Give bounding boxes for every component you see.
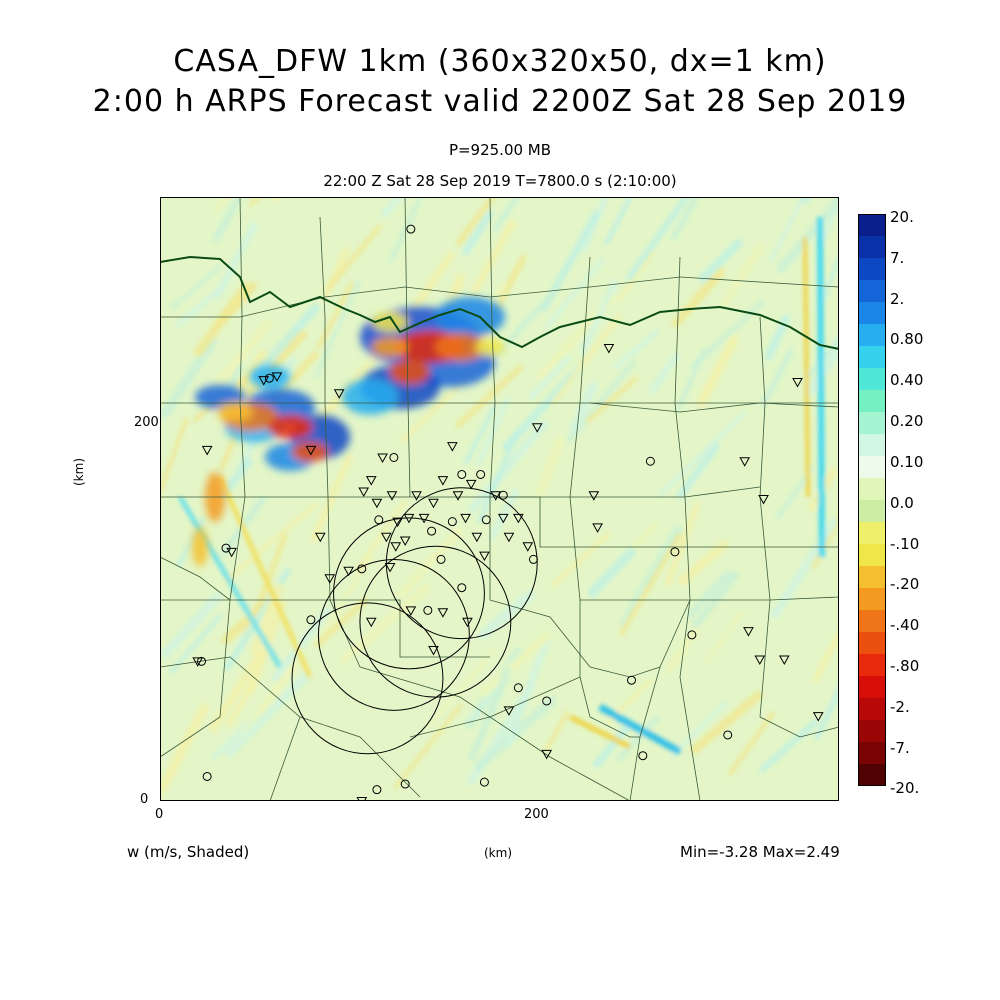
forecast-map: [160, 197, 839, 801]
pressure-level-label: P=925.00 MB: [448, 141, 552, 159]
colorbar-swatch: [858, 588, 886, 611]
colorbar-label: -2.: [890, 697, 910, 716]
storm-cell: [372, 337, 408, 357]
y-axis-unit: (km): [72, 457, 86, 486]
colorbar-label: 7.: [890, 248, 905, 267]
colorbar-swatch: [858, 522, 886, 545]
colorbar-label: -.20: [890, 575, 920, 594]
storm-cell: [475, 338, 505, 356]
valid-time-label: 22:00 Z Sat 28 Sep 2019 T=7800.0 s (2:10:00): [323, 172, 677, 190]
colorbar-label: 0.0: [890, 493, 914, 512]
colorbar-swatch: [858, 500, 886, 523]
colorbar-swatch: [858, 346, 886, 369]
colorbar-swatch: [858, 434, 886, 457]
colorbar-label: 0.80: [890, 330, 924, 349]
colorbar-swatch: [858, 610, 886, 633]
colorbar-swatch: [858, 764, 886, 786]
colorbar-swatch: [858, 698, 886, 721]
colorbar-label: -.40: [890, 616, 920, 635]
colorbar-label: 2.: [890, 289, 905, 308]
colorbar-swatch: [858, 324, 886, 347]
colorbar-swatch: [858, 390, 886, 413]
colorbar-label: 0.40: [890, 371, 924, 390]
plot-title-line2: 2:00 h ARPS Forecast valid 2200Z Sat 28 Sep 2019: [92, 84, 908, 119]
colorbar-swatch: [858, 632, 886, 655]
storm-cell: [192, 527, 208, 567]
colorbar-label: -7.: [890, 738, 910, 757]
storm-cell: [342, 379, 398, 415]
x-tick-200: 200: [524, 807, 549, 822]
x-tick-0: 0: [155, 807, 164, 822]
colorbar-label: -.80: [890, 656, 920, 675]
colorbar-label: 0.10: [890, 452, 924, 471]
colorbar-swatch: [858, 720, 886, 743]
colorbar-label: 0.20: [890, 412, 924, 431]
colorbar-swatch: [858, 214, 886, 237]
storm-cell: [217, 402, 253, 422]
colorbar-swatch: [858, 236, 886, 259]
storm-cell: [390, 360, 430, 384]
storm-cell: [268, 415, 312, 439]
colorbar-label: -20.: [890, 779, 920, 798]
colorbar-swatch: [858, 566, 886, 589]
colorbar-swatch: [858, 456, 886, 479]
colorbar-swatch: [858, 302, 886, 325]
colorbar-swatch: [858, 412, 886, 435]
colorbar-label: 20.: [890, 208, 914, 226]
w-band-east: [820, 217, 822, 557]
colorbar-label: -.10: [890, 534, 920, 553]
min-max-label: Min=-3.28 Max=2.49: [680, 843, 840, 861]
colorbar-swatch: [858, 654, 886, 677]
colorbar-swatch: [858, 478, 886, 501]
plot-title-line1: CASA_DFW 1km (360x320x50, dx=1 km): [173, 44, 827, 79]
colorbar-swatch: [858, 742, 886, 765]
colorbar-swatch: [858, 368, 886, 391]
colorbar-swatch: [858, 676, 886, 699]
variable-label: w (m/s, Shaded): [127, 843, 250, 861]
colorbar-swatch: [858, 544, 886, 567]
colorbar: [858, 214, 886, 786]
colorbar-swatch: [858, 258, 886, 281]
x-axis-unit: (km): [484, 846, 513, 860]
y-tick-0: 0: [140, 792, 149, 807]
y-tick-200: 200: [134, 415, 159, 430]
colorbar-swatch: [858, 280, 886, 303]
storm-cell: [250, 365, 290, 389]
